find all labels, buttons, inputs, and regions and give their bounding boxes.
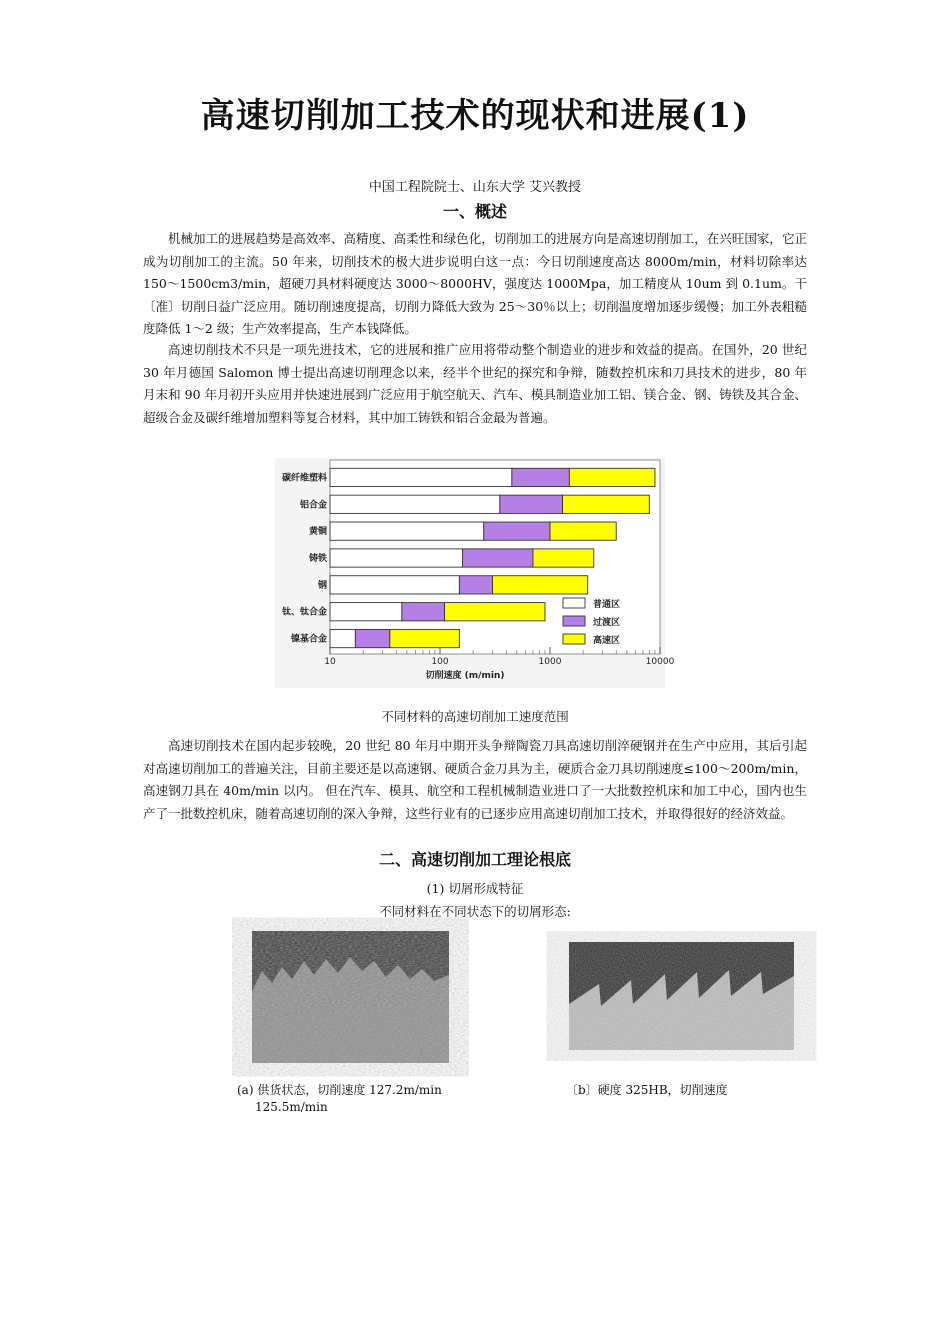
author-line: 中国工程院院士、山东大学 艾兴教授 (368, 180, 582, 195)
bar-过渡区 (402, 603, 445, 621)
bar-过渡区 (500, 495, 563, 513)
legend-label: 普通区 (593, 600, 621, 610)
subheading-chip-morphology: 不同材料在不同状态下的切屑形态: (379, 904, 571, 919)
chart-svg (275, 458, 675, 688)
bar-高速区 (445, 603, 545, 621)
chip-image-b (569, 942, 794, 1050)
bar-过渡区 (355, 629, 389, 647)
bar-高速区 (563, 495, 650, 513)
legend-swatch (563, 616, 585, 626)
caption-a-line2: 125.5m/min (255, 1100, 328, 1114)
category-label: 镍基合金 (290, 634, 327, 645)
section-heading-theory: 二、高速切削加工理论根底 (378, 850, 571, 869)
paragraph-2: 高速切削技术不只是一项先进技术，它的进展和推广应用将带动整个制造业的进步和效益的提高。在国外，20 世纪 30 年月德国 Salomon 博士提出高速切削理念以来，经半个世纪的探究和争辩，随数控机床和刀具技术的进步，80 年月末和 90 年月初开头应用并快速进展到广泛应用于航空航天、汽车、模具制造业加工铝、镁合金、钢、铸铁及其合金、超级合金及碳纤维增加塑料等复合材料，其中加工铸铁和铝合金最为普遍。 (143, 342, 807, 425)
paragraph-3: 高速切削技术在国内起步较晚，20 世纪 80 年月中期开头争辩陶瓷刀具高速切削淬硬钢并在生产中应用，其后引起对高速切削加工的普遍关注，目前主要还是以高速钢、硬质合金刀具为主，硬质合金刀具切削速度≤100～200m/min，高速钢刀具在 40m/min 以内。 但在汽车、模具、航空和工程机械制造业进口了一大批数控机床和加工中心，国内也生产了一批数控机床，随着高速切削的深入争辩，这些行业有的已逐步应用高速切削加工技术，并取得很好的经济效益。 (143, 738, 807, 821)
bar-过渡区 (459, 576, 492, 594)
category-label: 铝合金 (299, 500, 327, 511)
bar-高速区 (390, 629, 460, 647)
bar-普通区 (330, 549, 462, 567)
caption-image-b: 〔b〕硬度 325HB，切削速度 (566, 1083, 728, 1097)
paragraph-1: 机械加工的进展趋势是高效率、高精度、高柔性和绿色化，切削加工的进展方向是高速切削加工，在兴旺国家，它正成为切削加工的主流。50 年来，切削技术的极大进步说明白这一点：今日切削速度高达 8000m/min，材料切除率达 150～1500cm3/min，超硬刀具材料硬度达 3000～8000HV，强度达 1000Mpa，加工精度从 10um 到 0.1um。干〔准〕切削日益广泛应用。随切削速度提高，切削力降低大致为 25～30％以上；切削温度增加逐步缓慢；加工外表粗糙度降低 1～2 级；生产效率提高，生产本钱降低。 (143, 231, 807, 336)
x-tick-label: 1000 (538, 657, 562, 667)
bar-普通区 (330, 629, 355, 647)
legend-label: 过渡区 (593, 618, 621, 628)
legend-swatch (563, 634, 585, 644)
section-heading-overview: 一、概述 (442, 202, 507, 221)
bar-普通区 (330, 522, 484, 540)
category-label: 钢 (317, 580, 327, 591)
bar-高速区 (492, 576, 587, 594)
chart-caption: 不同材料的高速切削加工速度范围 (381, 709, 569, 724)
chip-image-a (252, 931, 449, 1063)
bar-过渡区 (462, 549, 533, 567)
page-title: 高速切削加工技术的现状和进展(1) (200, 96, 750, 136)
bar-普通区 (330, 495, 500, 513)
bar-普通区 (330, 576, 459, 594)
x-tick-label: 10 (324, 657, 336, 667)
category-label: 碳纤维塑料 (281, 473, 327, 484)
bar-普通区 (330, 603, 402, 621)
legend-swatch (563, 598, 585, 608)
x-tick-label: 10000 (645, 657, 675, 667)
legend-label: 高速区 (593, 636, 621, 646)
caption-image-a (237, 1082, 442, 1116)
bar-高速区 (550, 522, 616, 540)
category-label: 铸铁 (308, 554, 327, 564)
bar-普通区 (330, 468, 512, 486)
cutting-speed-chart (275, 458, 675, 688)
subheading-chip-formation: (1) 切屑形成特征 (426, 881, 524, 896)
bar-过渡区 (512, 468, 570, 486)
bar-高速区 (533, 549, 594, 567)
bar-高速区 (569, 468, 655, 486)
x-axis-label: 切削速度 (m/min) (425, 671, 505, 681)
category-label: 黄铜 (308, 527, 327, 538)
category-label: 钛、钛合金 (281, 607, 327, 618)
caption-a-line1: (a) 供货状态，切削速度 127.2m/min (237, 1083, 442, 1097)
x-tick-label: 100 (431, 657, 449, 667)
bar-过渡区 (484, 522, 550, 540)
